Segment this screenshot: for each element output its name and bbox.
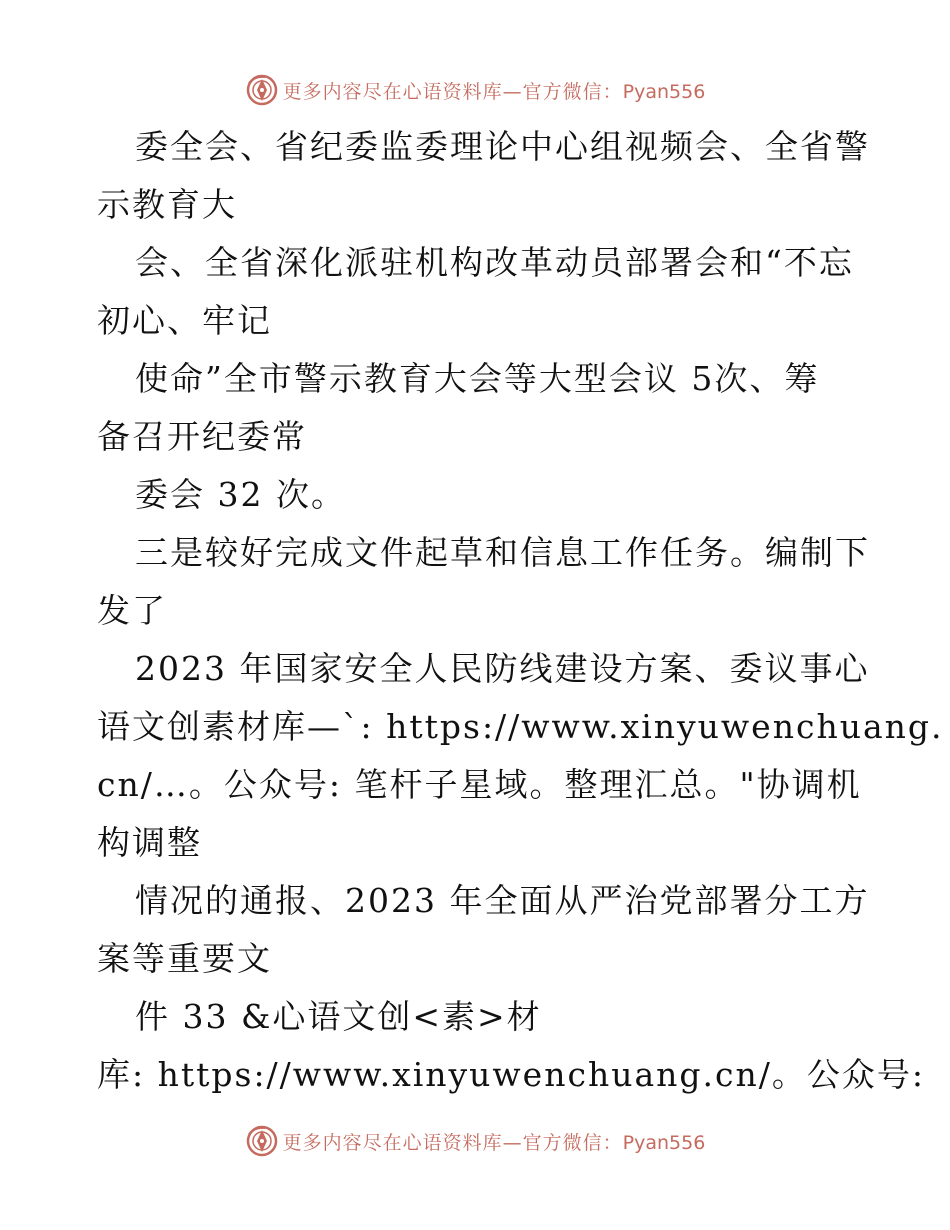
watermark-text: 更多内容尽在心语资料库—官方微信：Pyan556 — [282, 1131, 706, 1154]
header-watermark — [0, 70, 950, 110]
text-line: 发了 — [97, 591, 167, 630]
text-line: 备召开纪委常 — [97, 417, 307, 456]
text-line: 2023 年国家安全人民防线建设方案、委议事心 — [135, 649, 870, 688]
text-line: 构调整 — [97, 823, 202, 862]
text-line: 件 33 &心语文创<素>材 — [135, 997, 542, 1036]
watermark-text: 更多内容尽在心语资料库—官方微信：Pyan556 — [282, 80, 706, 103]
text-line: 委全会、省纪委监委理论中心组视频会、全省警 — [135, 127, 870, 166]
pen-nib-logo-icon — [245, 1124, 279, 1158]
text-line: 委会 32 次。 — [135, 475, 346, 514]
text-line: 库: https://www.xinyuwenchuang.cn/。公众号: — [97, 1055, 925, 1094]
text-line: 会、全省深化派驻机构改革动员部署会和“不忘 — [135, 243, 854, 282]
text-line: 语文创素材库—`: https://www.xinyuwenchuang. — [97, 707, 944, 746]
footer-watermark — [0, 1121, 950, 1161]
pen-nib-logo-icon — [245, 73, 279, 107]
text-line: 初心、牢记 — [97, 301, 272, 340]
text-line: 使命”全市警示教育大会等大型会议 5次、筹 — [135, 359, 820, 398]
text-line: 案等重要文 — [97, 939, 272, 978]
text-line: 情况的通报、2023 年全面从严治党部署分工方 — [135, 881, 870, 920]
watermark-wechat-id: Pyan556 — [622, 1131, 706, 1154]
watermark-wechat-id: Pyan556 — [622, 80, 706, 103]
text-line: 三是较好完成文件起草和信息工作任务。编制下 — [135, 533, 870, 572]
text-line: 示教育大 — [97, 185, 237, 224]
text-line: cn/…。公众号: 笔杆子星域。整理汇总。"协调机 — [97, 765, 862, 804]
